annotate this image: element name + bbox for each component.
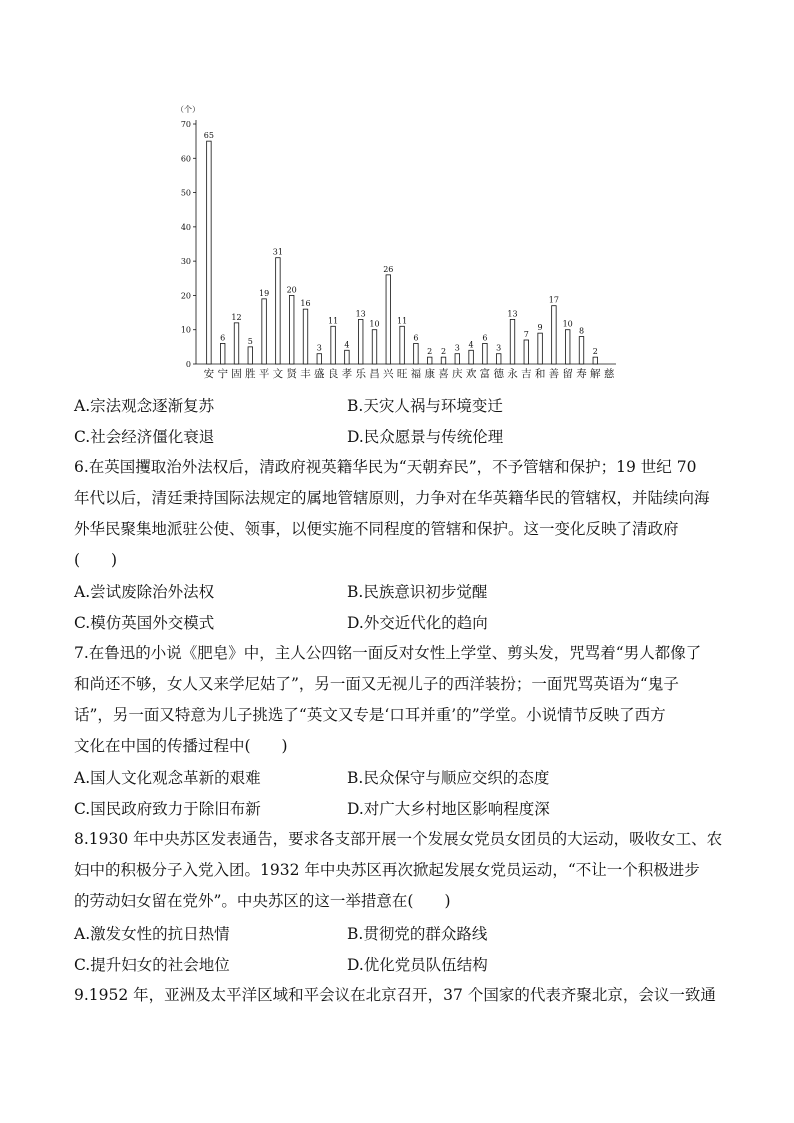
bar-data-label: 4 (468, 340, 474, 350)
bar (331, 326, 336, 364)
bar-data-label: 10 (562, 319, 573, 329)
y-tick-label: 70 (180, 120, 191, 129)
x-category-label: 永 (507, 368, 518, 380)
x-category-label: 和 (534, 368, 546, 380)
x-category-label: 福 (410, 368, 422, 380)
q7-option-b[interactable]: B.民众保守与顺应交织的态度 (347, 769, 550, 787)
q7-stem-line: 7.在鲁迅的小说《肥皂》中，主人公四铭一面反对女性上学堂、剪头发，咒骂着“男人都像了 (74, 644, 702, 662)
q8-stem-line: 8.1930 年中央苏区发表通告，要求各支部开展一个发展女党员女团员的大运动，吸收女工、农 (74, 830, 723, 848)
x-category-label: 旺 (396, 368, 408, 380)
x-category-label: 昌 (369, 368, 380, 380)
x-category-label: 慈 (603, 368, 615, 380)
bar (234, 323, 239, 364)
x-category-label: 良 (327, 368, 339, 380)
bar (469, 350, 474, 364)
bar-data-label: 11 (328, 316, 339, 326)
bar (220, 343, 225, 364)
bar (303, 309, 308, 364)
bar-data-label: 9 (537, 323, 543, 333)
bar-data-label: 7 (523, 330, 529, 339)
q8-option-d[interactable]: D.优化党员队伍结构 (347, 956, 488, 974)
q5-option-c[interactable]: C.社会经济僵化衰退 (74, 428, 215, 446)
x-category-label: 欢 (465, 368, 477, 380)
bar-data-label: 12 (231, 312, 242, 322)
bar (276, 258, 281, 364)
bar-data-label: 6 (413, 333, 419, 343)
q7-option-c[interactable]: C.国民政府致力于除旧布新 (74, 800, 261, 818)
bar-data-label: 31 (272, 247, 283, 257)
bar (496, 354, 501, 364)
question-9 (74, 980, 734, 1011)
bar (565, 330, 570, 364)
bar (358, 319, 363, 364)
bar (441, 357, 446, 364)
bar (345, 350, 350, 364)
bar (400, 326, 405, 364)
q7-stem-line: 文化在中国的传播过程中( ) (74, 737, 288, 755)
bar (427, 357, 432, 364)
bar (207, 141, 212, 364)
bar-data-label: 65 (203, 131, 214, 141)
bar-data-label: 10 (369, 319, 380, 329)
q7-stem-line: 话”，另一面又特意为儿子挑选了“英文又专是‘口耳并重’的”学堂。小说情节反映了西方 (74, 706, 666, 724)
q6-option-d[interactable]: D.外交近代化的趋向 (347, 614, 488, 632)
bar-data-label: 16 (300, 299, 311, 309)
bar (317, 354, 322, 364)
bar (579, 337, 584, 364)
x-category-label: 吉 (521, 368, 532, 380)
bar-data-label: 11 (397, 316, 408, 326)
bar (593, 357, 598, 364)
x-category-label: 喜 (438, 368, 449, 380)
q9-stem-line: 9.1952 年，亚洲及太平洋区域和平会议在北京召开，37 个国家的代表齐聚北京，会议一致通 (74, 986, 716, 1004)
x-category-label: 贤 (286, 368, 297, 380)
bar-data-label: 8 (578, 326, 585, 336)
bar-data-label: 19 (259, 288, 270, 298)
bar (372, 330, 377, 364)
x-category-label: 安 (203, 368, 215, 380)
q6-stem-line: 年代以后，清廷秉持国际法规定的属地管辖原则，力争对在华英籍华民的管辖权，并陆续向海 (74, 489, 710, 507)
bar (262, 299, 267, 364)
y-tick-label: 10 (180, 325, 191, 335)
bar-data-label: 6 (220, 333, 226, 343)
q8-option-a[interactable]: A.激发女性的抗日热情 (74, 925, 230, 943)
x-category-label: 胜 (245, 368, 256, 380)
x-category-label: 丰 (300, 368, 311, 380)
name-character-bar-chart (170, 100, 630, 385)
bar-data-label: 20 (286, 285, 297, 295)
question-8 (74, 824, 734, 917)
bar (414, 343, 419, 364)
x-category-label: 乐 (355, 368, 366, 380)
x-category-label: 富 (479, 368, 491, 380)
x-category-label: 康 (424, 368, 435, 380)
x-category-label: 庆 (452, 368, 463, 380)
x-category-label: 德 (493, 368, 504, 380)
y-tick-label: 50 (180, 188, 191, 198)
bar-data-label: 2 (427, 347, 433, 357)
bar-data-label: 13 (507, 309, 518, 319)
q5-option-a[interactable]: A.宗法观念逐渐复苏 (74, 397, 215, 415)
q6-stem-line: 6.在英国攫取治外法权后，清政府视英籍华民为“天朝弃民”，不予管辖和保护；19 世纪 70 (74, 458, 697, 476)
q8-option-c[interactable]: C.提升妇女的社会地位 (74, 956, 230, 974)
y-axis-unit-label: （个） (176, 105, 200, 114)
y-tick-label: 40 (180, 222, 191, 232)
bar (386, 275, 391, 364)
q7-stem-line: 和尚还不够，女人又来学尼姑了”，另一面又无视儿子的西洋装扮；一面咒骂英语为“鬼子 (74, 675, 679, 693)
y-tick-label: 20 (180, 291, 191, 301)
bar (538, 333, 543, 364)
bar-data-label: 3 (454, 343, 460, 353)
bar (483, 343, 488, 364)
q8-option-b[interactable]: B.贯彻党的群众路线 (347, 925, 488, 943)
question-6 (74, 452, 734, 576)
bar-data-label: 2 (440, 347, 447, 357)
bar-data-label: 6 (482, 333, 488, 343)
y-tick-label: 30 (180, 257, 191, 267)
x-category-label: 盛 (314, 368, 325, 380)
bar-data-label: 5 (247, 336, 253, 346)
x-category-label: 固 (231, 368, 242, 380)
y-tick-label: 0 (185, 360, 191, 369)
bar-chart-svg (170, 100, 630, 385)
bar-data-label: 2 (592, 347, 598, 357)
x-category-label: 解 (590, 368, 601, 380)
q6-option-b[interactable]: B.民族意识初步觉醒 (347, 583, 488, 601)
bar (455, 354, 460, 364)
q5-option-d[interactable]: D.民众愿景与传统伦理 (347, 428, 504, 446)
q7-option-a[interactable]: A.国人文化观念革新的艰难 (74, 769, 261, 787)
x-category-label: 兴 (383, 368, 394, 380)
x-category-label: 宁 (217, 368, 228, 380)
q6-answer-blank: ( ) (74, 551, 118, 569)
bar-data-label: 13 (355, 309, 366, 319)
bar (552, 306, 557, 364)
q5-option-b[interactable]: B.天灾人祸与环境变迁 (347, 397, 503, 415)
q8-stem-line: 的劳动妇女留在党外”。中央苏区的这一举措意在( ) (74, 892, 451, 910)
x-category-label: 寿 (576, 368, 587, 380)
y-tick-label: 60 (180, 154, 191, 164)
bar-data-label: 4 (344, 340, 350, 350)
bar (510, 319, 515, 364)
x-category-label: 善 (548, 368, 560, 380)
question-7 (74, 638, 734, 762)
q6-option-c[interactable]: C.模仿英国外交模式 (74, 614, 215, 632)
x-category-label: 文 (272, 368, 284, 380)
q6-option-a[interactable]: A.尝试废除治外法权 (74, 583, 215, 601)
x-category-label: 留 (562, 368, 573, 380)
q8-stem-line: 妇中的积极分子入党入团。1932 年中央苏区再次掀起发展女党员运动，“不让一个积极进步 (74, 861, 700, 879)
bar (524, 340, 529, 364)
bar-data-label: 26 (383, 264, 394, 274)
x-category-label: 平 (258, 368, 270, 380)
bar-data-label: 3 (316, 343, 322, 353)
x-category-label: 孝 (341, 368, 353, 380)
bar-data-label: 3 (496, 343, 502, 353)
bar (248, 347, 253, 364)
q6-stem-line: 外华民聚集地派驻公使、领事，以便实施不同程度的管辖和保护。这一变化反映了清政府 (74, 520, 679, 538)
bar (289, 295, 294, 364)
q7-option-d[interactable]: D.对广大乡村地区影响程度深 (347, 800, 550, 818)
bar-data-label: 17 (548, 295, 559, 305)
